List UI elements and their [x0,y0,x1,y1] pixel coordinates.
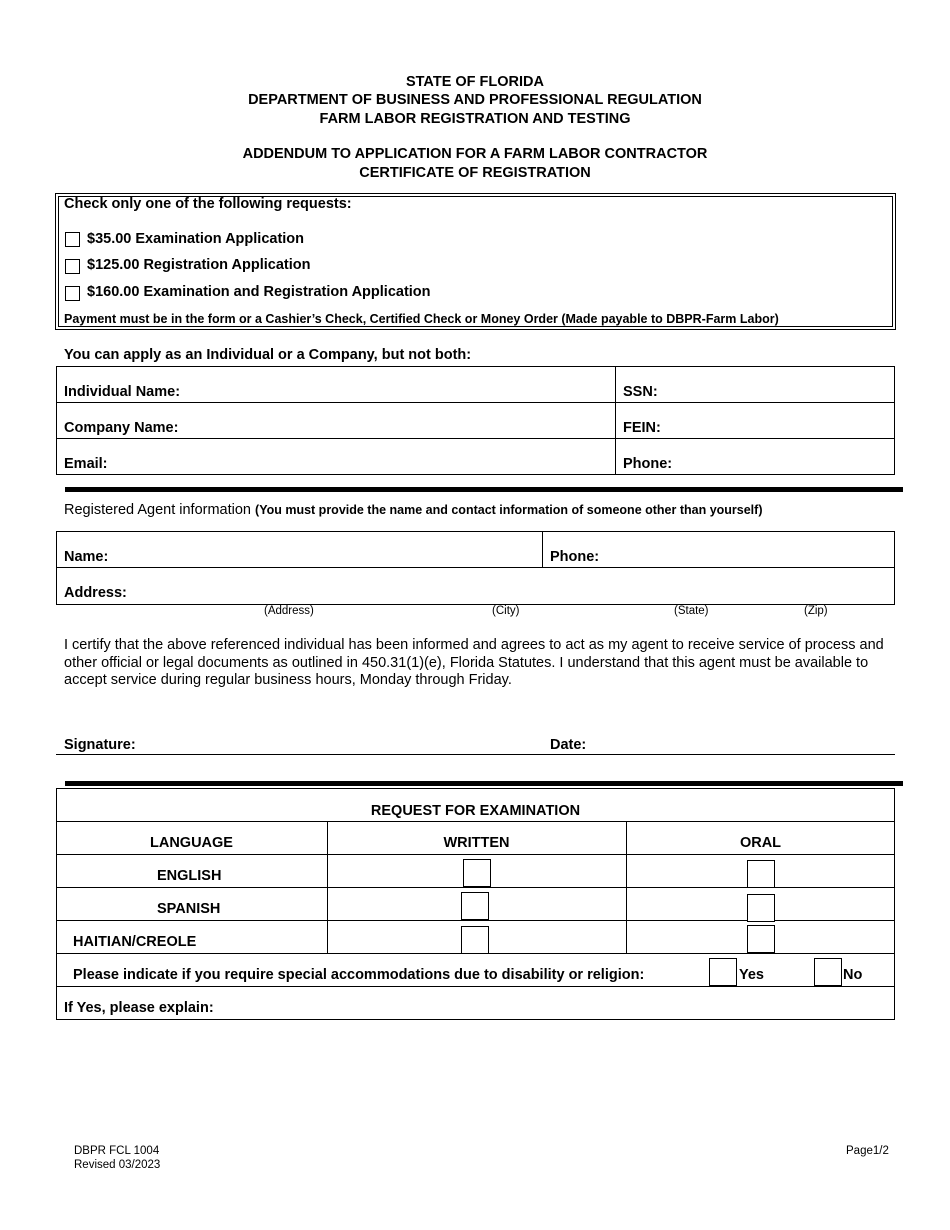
state-sublabel: (State) [674,605,709,617]
exam-table-title: REQUEST FOR EXAMINATION [370,803,581,819]
agent-heading-note: (You must provide the name and contact information of someone other than yourself) [255,503,763,517]
section-divider-2 [65,781,903,786]
form-id: DBPR FCL 1004 [74,1145,160,1157]
spanish-oral-checkbox[interactable] [747,894,775,922]
page-number: Page1/2 [846,1145,889,1157]
agent-heading-text: Registered Agent information [64,502,251,518]
agent-name-field[interactable] [56,531,543,568]
agent-address-label: Address: [64,585,127,601]
col-oral-header: ORAL [739,835,782,851]
revised-date: Revised 03/2023 [74,1159,161,1171]
ssn-label: SSN: [623,384,658,400]
col-written-header: WRITTEN [443,835,510,851]
address-sublabel: (Address) [264,605,314,617]
exam-and-registration-label: $160.00 Examination and Registration Application [87,284,431,300]
haitian-creole-oral-checkbox[interactable] [747,925,775,953]
email-field[interactable] [56,438,616,475]
accommodations-no-label: No [843,967,863,983]
email-label: Email: [64,456,108,472]
exam-application-checkbox[interactable] [65,232,80,247]
request-instruction: Check only one of the following requests: [64,196,352,212]
agent-phone-label: Phone: [550,549,600,565]
city-sublabel: (City) [492,605,520,617]
individual-name-label: Individual Name: [64,384,181,400]
language-english: ENGLISH [157,868,222,884]
language-haitian-creole: HAITIAN/CREOLE [73,934,197,950]
header-division: FARM LABOR REGISTRATION AND TESTING [319,111,631,127]
signature-line[interactable] [56,754,895,755]
payment-note: Payment must be in the form or a Cashier’s Check, Certified Check or Money Order (Made payable to DBPR-Farm Labor) [64,312,779,326]
haitian-creole-written-checkbox[interactable] [461,926,489,954]
certification-text: I certify that the above referenced individual has been informed and agrees to act as my agent to receive service of process and other official or legal documents as outlined in 450.31(1)(e), Florida Statutes. I understand that this agent must be available to accept service during regular business hours, Monday through Friday. [64,637,884,688]
zip-sublabel: (Zip) [804,605,828,617]
header-department: DEPARTMENT OF BUSINESS AND PROFESSIONAL REGULATION [248,92,702,108]
section-divider [65,487,903,492]
agent-heading [64,502,762,518]
signature-label: Signature: [64,737,136,753]
registration-application-label: $125.00 Registration Application [87,257,311,273]
col-language-header: LANGUAGE [150,835,233,851]
english-oral-checkbox[interactable] [747,860,775,888]
accommodations-yes-label: Yes [739,967,764,983]
agent-address-field[interactable] [56,567,895,605]
form-title-line1: ADDENDUM TO APPLICATION FOR A FARM LABOR CONTRACTOR [242,146,708,162]
accommodations-question: Please indicate if you require special accommodations due to disability or religion: [73,967,645,983]
accommodations-no-checkbox[interactable] [814,958,842,986]
phone-label: Phone: [623,456,673,472]
explain-field[interactable] [240,990,890,1016]
header-agency-state: STATE OF FLORIDA [405,74,544,90]
registration-application-checkbox[interactable] [65,259,80,274]
date-label: Date: [550,737,587,753]
fein-label: FEIN: [623,420,661,436]
applicant-instruction: You can apply as an Individual or a Company, but not both: [64,347,472,363]
agent-name-label: Name: [64,549,109,565]
english-written-checkbox[interactable] [463,859,491,887]
exam-and-registration-checkbox[interactable] [65,286,80,301]
exam-application-label: $35.00 Examination Application [87,231,305,247]
form-title-line2: CERTIFICATE OF REGISTRATION [359,165,591,181]
explain-label: If Yes, please explain: [64,1000,214,1016]
accommodations-yes-checkbox[interactable] [709,958,737,986]
spanish-written-checkbox[interactable] [461,892,489,920]
language-spanish: SPANISH [157,901,221,917]
company-name-label: Company Name: [64,420,179,436]
